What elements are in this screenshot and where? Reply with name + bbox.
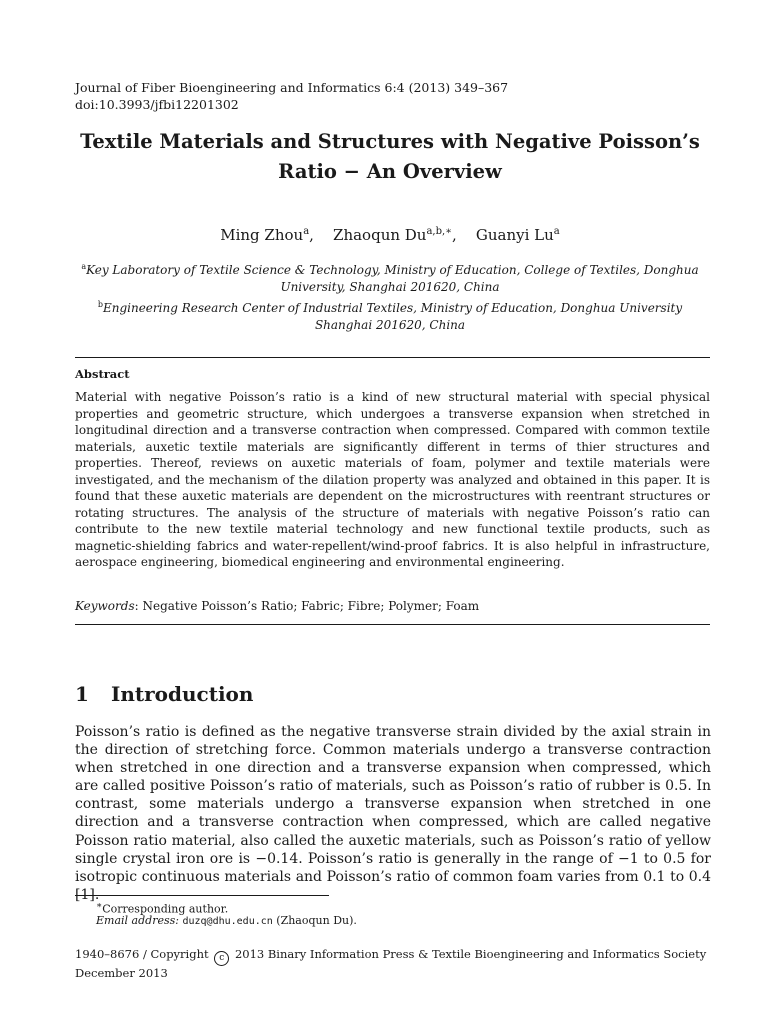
page-footer	[75, 947, 706, 982]
author: Ming Zhou$^a$,	[220, 226, 314, 244]
section-heading	[75, 682, 253, 706]
paper-title	[60, 127, 720, 187]
author: Guanyi Lu$^a$	[475, 226, 560, 244]
abstract-text: Material with negative Poisson’s ratio is a kind of new structural material with special physical properties and geometric structure, which undergoes a transverse expansion when stretched in longitudinal direction and a transverse contraction when compressed. Compared with common textile materials, auxetic textile materials are significantly different in terms of thier structures and properties. Thereof, reviews on auxetic materials of foam, polymer and textile materials were investigated, and the mechanism of the dilation property was analyzed and obtained in this paper. It is found that these auxetic materials are dependent on the microstructures with reentrant structures or rotating structures. The analysis of the structure of materials with negative Poisson’s ratio can contribute to the new textile material technology and new functional textile products, such as magnetic-shielding fabrics and water-repellent/wind-proof fabrics. It is also helpful in infrastructure, aerospace engineering, biomedical engineering and environmental engineering.	[75, 390, 710, 569]
affiliation-b: $^b$Engineering Research Center of Industrial Textiles, Ministry of Education, Donghua University Shanghai 201620, China	[97, 300, 683, 332]
doi: doi:10.3993/jfbi12201302	[75, 97, 239, 112]
keywords-label: Keywords	[75, 599, 135, 613]
title-line-2: Ratio − An Overview	[278, 160, 502, 183]
footnote-rule	[75, 895, 329, 896]
title-line-1: Textile Materials and Structures with Negative Poisson’s	[80, 130, 700, 153]
email-address: duzq@dhu.edu.cn	[182, 916, 273, 927]
publication-date: December 2013	[75, 966, 168, 980]
abstract-bottom-rule	[75, 624, 710, 625]
abstract-top-rule	[75, 357, 710, 358]
copyright-line: 1940–8676 / Copyright c 2013 Binary Information Press & Textile Bioengineering and Informatics Society	[75, 947, 706, 966]
section-title: Introduction	[111, 682, 254, 706]
introduction-paragraph: Poisson’s ratio is defined as the negative transverse strain divided by the axial strain in the direction of stretching force. Common materials undergo a transverse contraction when stretched in one direction and a transverse expansion when compressed, which are called positive Poisson’s ratio of materials, such as Poisson’s ratio of rubber is 0.5. In contrast, some materials undergo a transverse expansion when stretched in one direction and a transverse contraction when compressed, which are called negative Poisson ratio material, also called the auxetic materials, such as Poisson’s ratio of yellow single crystal iron ore is −0.14. Poisson’s ratio is generally in the range of −1 to 0.5 for isotropic continuous materials and Poisson’s ratio of common foam varies from 0.1 to 0.4 [1].	[75, 724, 711, 903]
abstract-heading: Abstract	[75, 367, 130, 381]
section-number: 1	[75, 682, 89, 706]
journal-header	[75, 79, 508, 113]
copyright-icon: c	[214, 951, 229, 966]
footnote-email: Email address: duzq@dhu.edu.cn (Zhaoqun Du).	[96, 914, 357, 927]
author: Zhaoqun $Du^{a,b,∗}$,	[333, 226, 457, 244]
journal-citation: Journal of Fiber Bioengineering and Informatics 6:4 (2013) 349–367	[75, 80, 509, 95]
author-list	[60, 226, 720, 244]
affiliation-a: $^a$Key Laboratory of Textile Science & Technology, Ministry of Education, College of Textiles, Donghua University, Shanghai 201620, China	[81, 262, 699, 294]
keywords	[75, 599, 479, 613]
footnote-corresponding: ∗Corresponding author.	[96, 900, 229, 916]
keywords-list: : Negative Poisson’s Ratio; Fabric; Fibre; Polymer; Foam	[134, 599, 480, 613]
